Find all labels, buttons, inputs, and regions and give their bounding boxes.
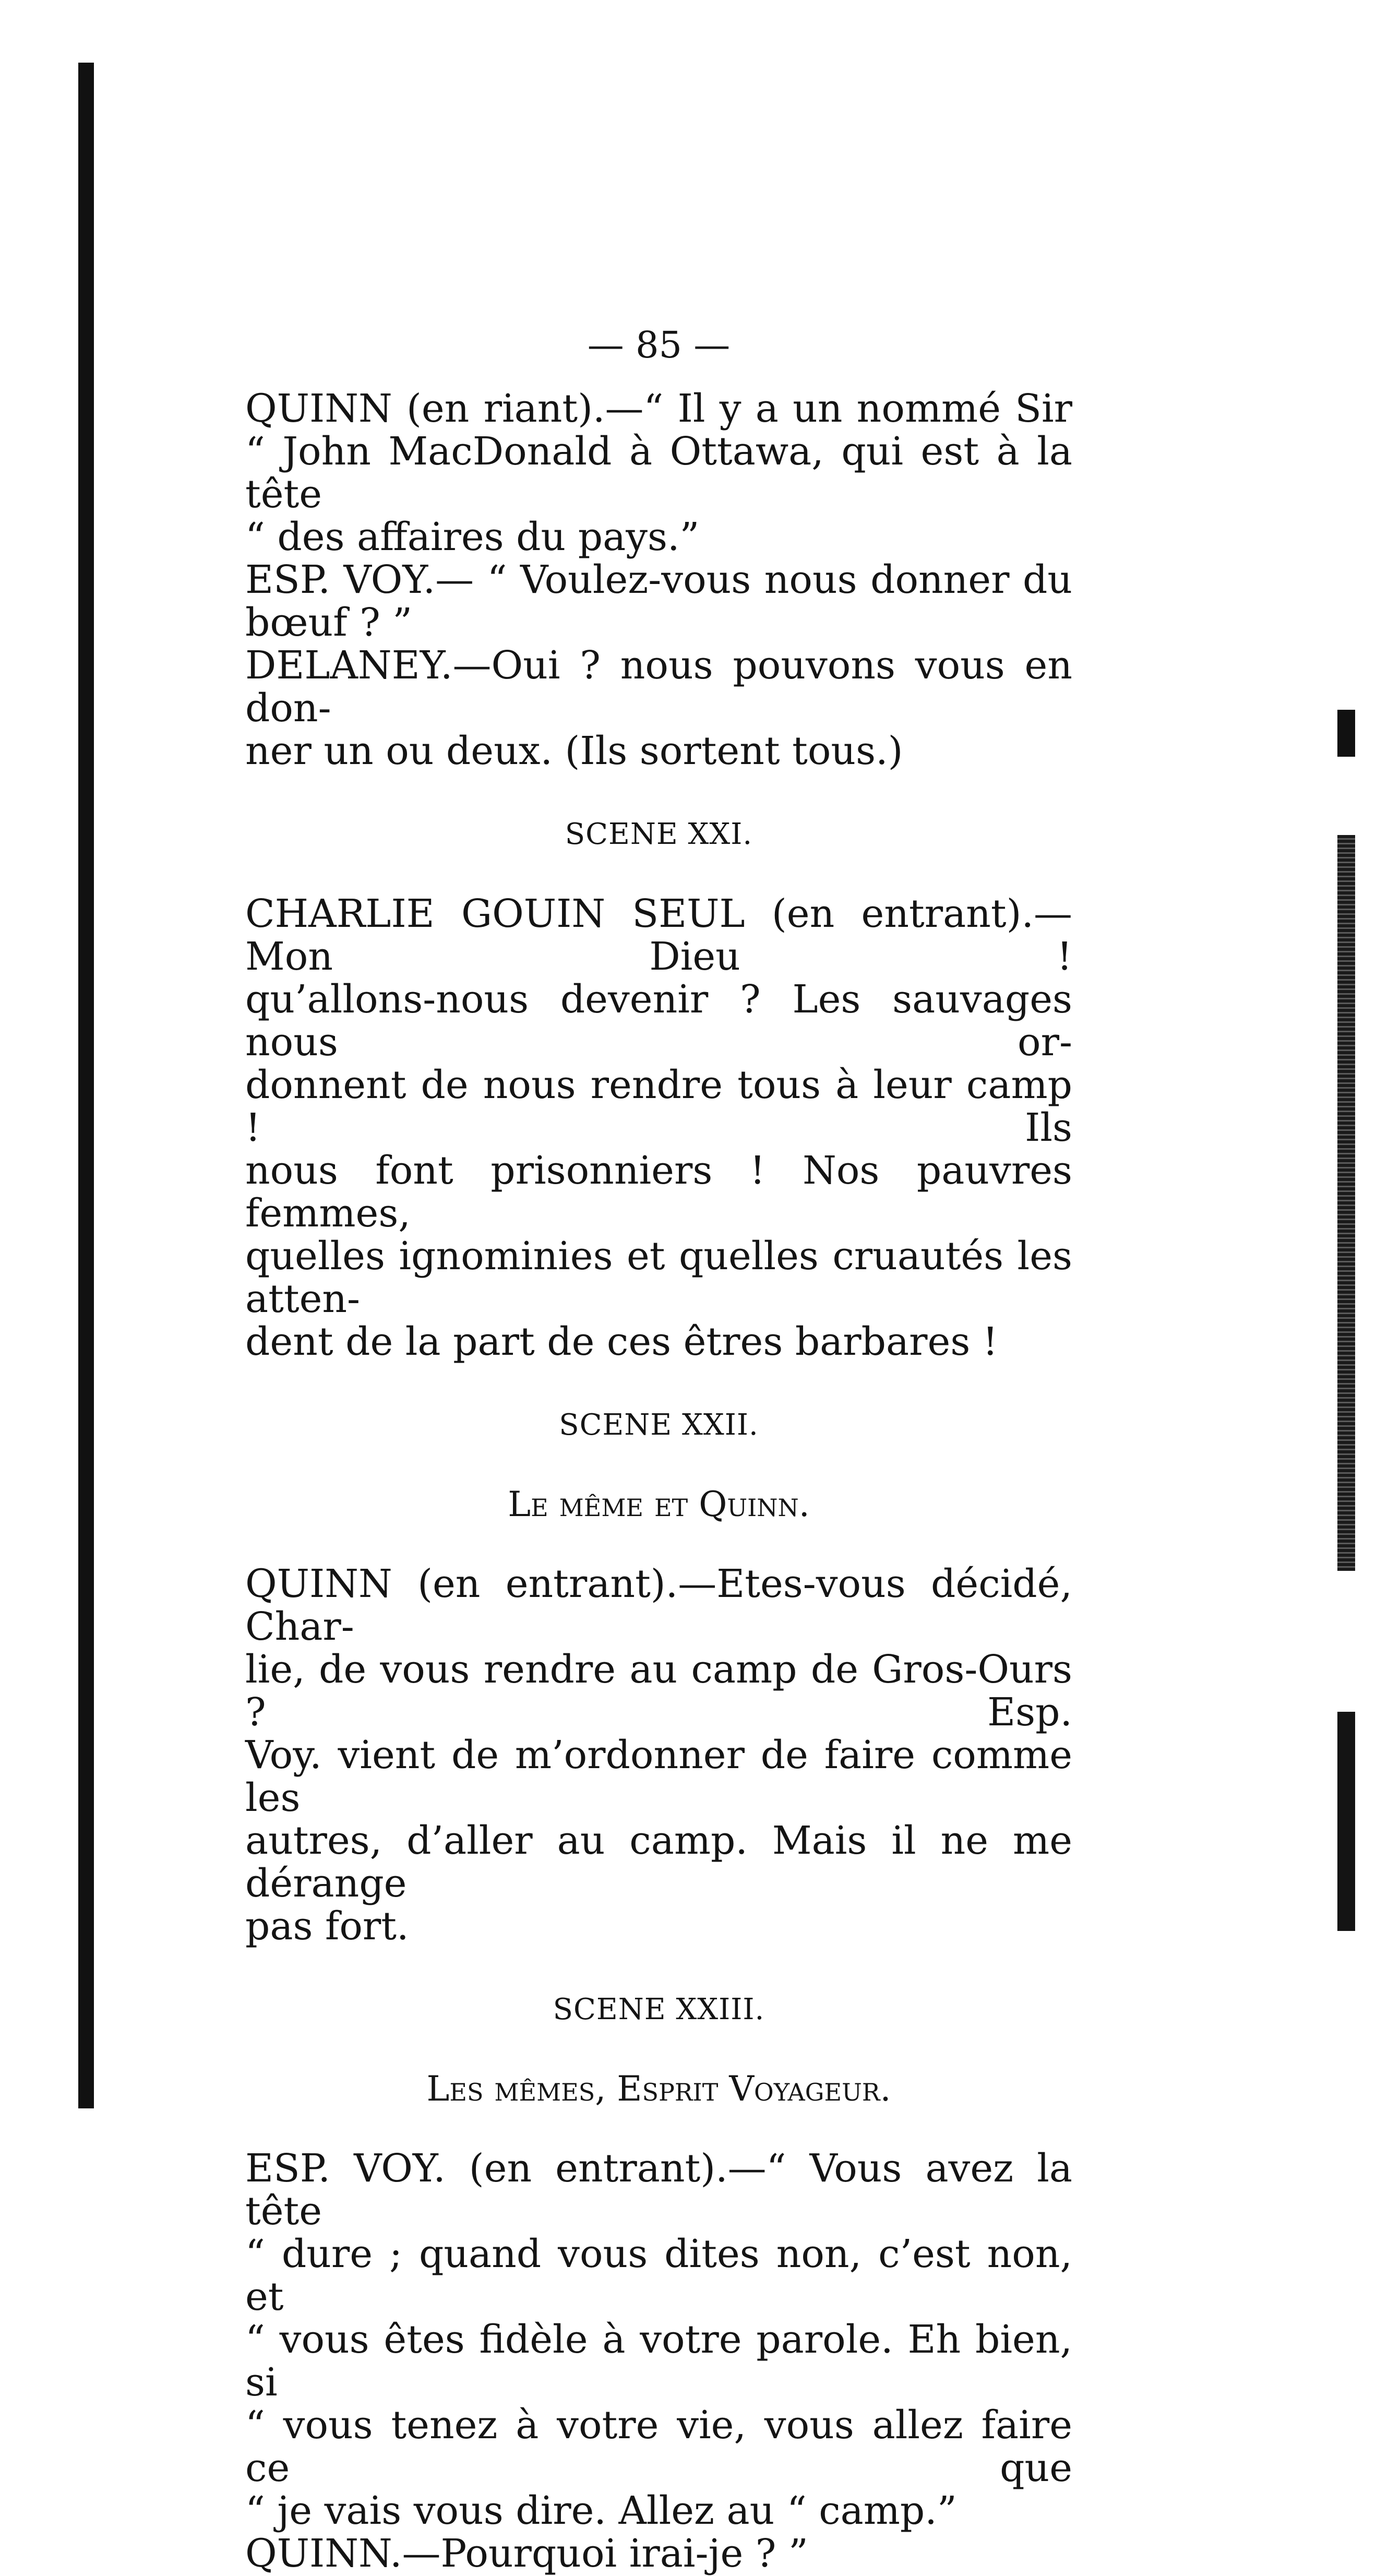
dialogue-paragraph bbox=[245, 558, 1072, 644]
dialogue-paragraph bbox=[245, 387, 1072, 558]
page-edge-mark bbox=[1337, 710, 1355, 757]
dialogue-paragraph bbox=[245, 2147, 1072, 2532]
text-line: CHARLIE GOUIN SEUL (en entrant).—Mon Dieu ! bbox=[245, 891, 1072, 979]
text-line: quelles ignominies et quelles cruautés les atten- bbox=[245, 1234, 1072, 1321]
text-line: nous font prisonniers ! Nos pauvres femmes, bbox=[245, 1148, 1072, 1236]
scene-characters: Le même et Quinn. bbox=[508, 1484, 810, 1524]
text-line: Voy. vient de m’ordonner de faire comme les bbox=[245, 1733, 1072, 1820]
scene-characters: Les mêmes, Esprit Voyageur. bbox=[426, 2069, 891, 2109]
text-line: “ vous êtes fidèle à votre parole. Eh bien, si bbox=[245, 2317, 1072, 2405]
text-line: “ des affaires du pays.” bbox=[245, 515, 700, 559]
text-line: “ John MacDonald à Ottawa, qui est à la tête bbox=[245, 429, 1072, 517]
text-line: lie, de vous rendre au camp de Gros-Ours ? Esp. bbox=[245, 1647, 1072, 1735]
text-line: qu’allons-nous devenir ? Les sauvages nous or- bbox=[245, 977, 1072, 1065]
book-spine-shadow bbox=[78, 63, 94, 2108]
text-line: pas fort. bbox=[245, 1904, 409, 1949]
text-line: QUINN (en entrant).—Etes-vous décidé, Char- bbox=[245, 1561, 1072, 1649]
page-body bbox=[245, 324, 1072, 2575]
text-line: autres, d’aller au camp. Mais il ne me dérange bbox=[245, 1818, 1072, 1906]
text-line: bœuf ? ” bbox=[245, 600, 413, 645]
text-line: dent de la part de ces êtres barbares ! bbox=[245, 1319, 998, 1364]
text-line: DELANEY.—Oui ? nous pouvons vous en don- bbox=[245, 643, 1072, 731]
text-line: ner un ou deux. (Ils sortent tous.) bbox=[245, 729, 903, 773]
text-line: QUINN.—Pourquoi irai-je ? ” bbox=[245, 2531, 808, 2576]
text-line: “ dure ; quand vous dites non, c’est non, et bbox=[245, 2232, 1072, 2319]
scene-heading: SCENE XXIII. bbox=[553, 1993, 765, 2026]
text-line: QUINN (en riant).—“ Il y a un nommé Sir bbox=[245, 386, 1072, 431]
page-number: — 85 — bbox=[587, 324, 731, 366]
text-line: donnent de nous rendre tous à leur camp ! Ils bbox=[245, 1063, 1072, 1150]
dialogue-paragraph bbox=[245, 2532, 1072, 2575]
text-line: ESP. VOY.— “ Voulez-vous nous donner du bbox=[245, 557, 1072, 602]
page-edge-mark bbox=[1337, 1712, 1355, 1931]
text-line: “ vous tenez à votre vie, vous allez faire ce que bbox=[245, 2403, 1072, 2490]
page-content bbox=[245, 387, 1072, 2575]
dialogue-paragraph bbox=[245, 892, 1072, 1363]
scene-heading: SCENE XXI. bbox=[565, 817, 753, 851]
text-line: ESP. VOY. (en entrant).—“ Vous avez la tête bbox=[245, 2146, 1072, 2234]
dialogue-paragraph bbox=[245, 1563, 1072, 1948]
scene-heading: SCENE XXII. bbox=[559, 1408, 759, 1442]
text-line: “ je vais vous dire. Allez au “ camp.” bbox=[245, 2488, 957, 2533]
dialogue-paragraph bbox=[245, 644, 1072, 772]
page-edge-mark bbox=[1337, 835, 1355, 1571]
